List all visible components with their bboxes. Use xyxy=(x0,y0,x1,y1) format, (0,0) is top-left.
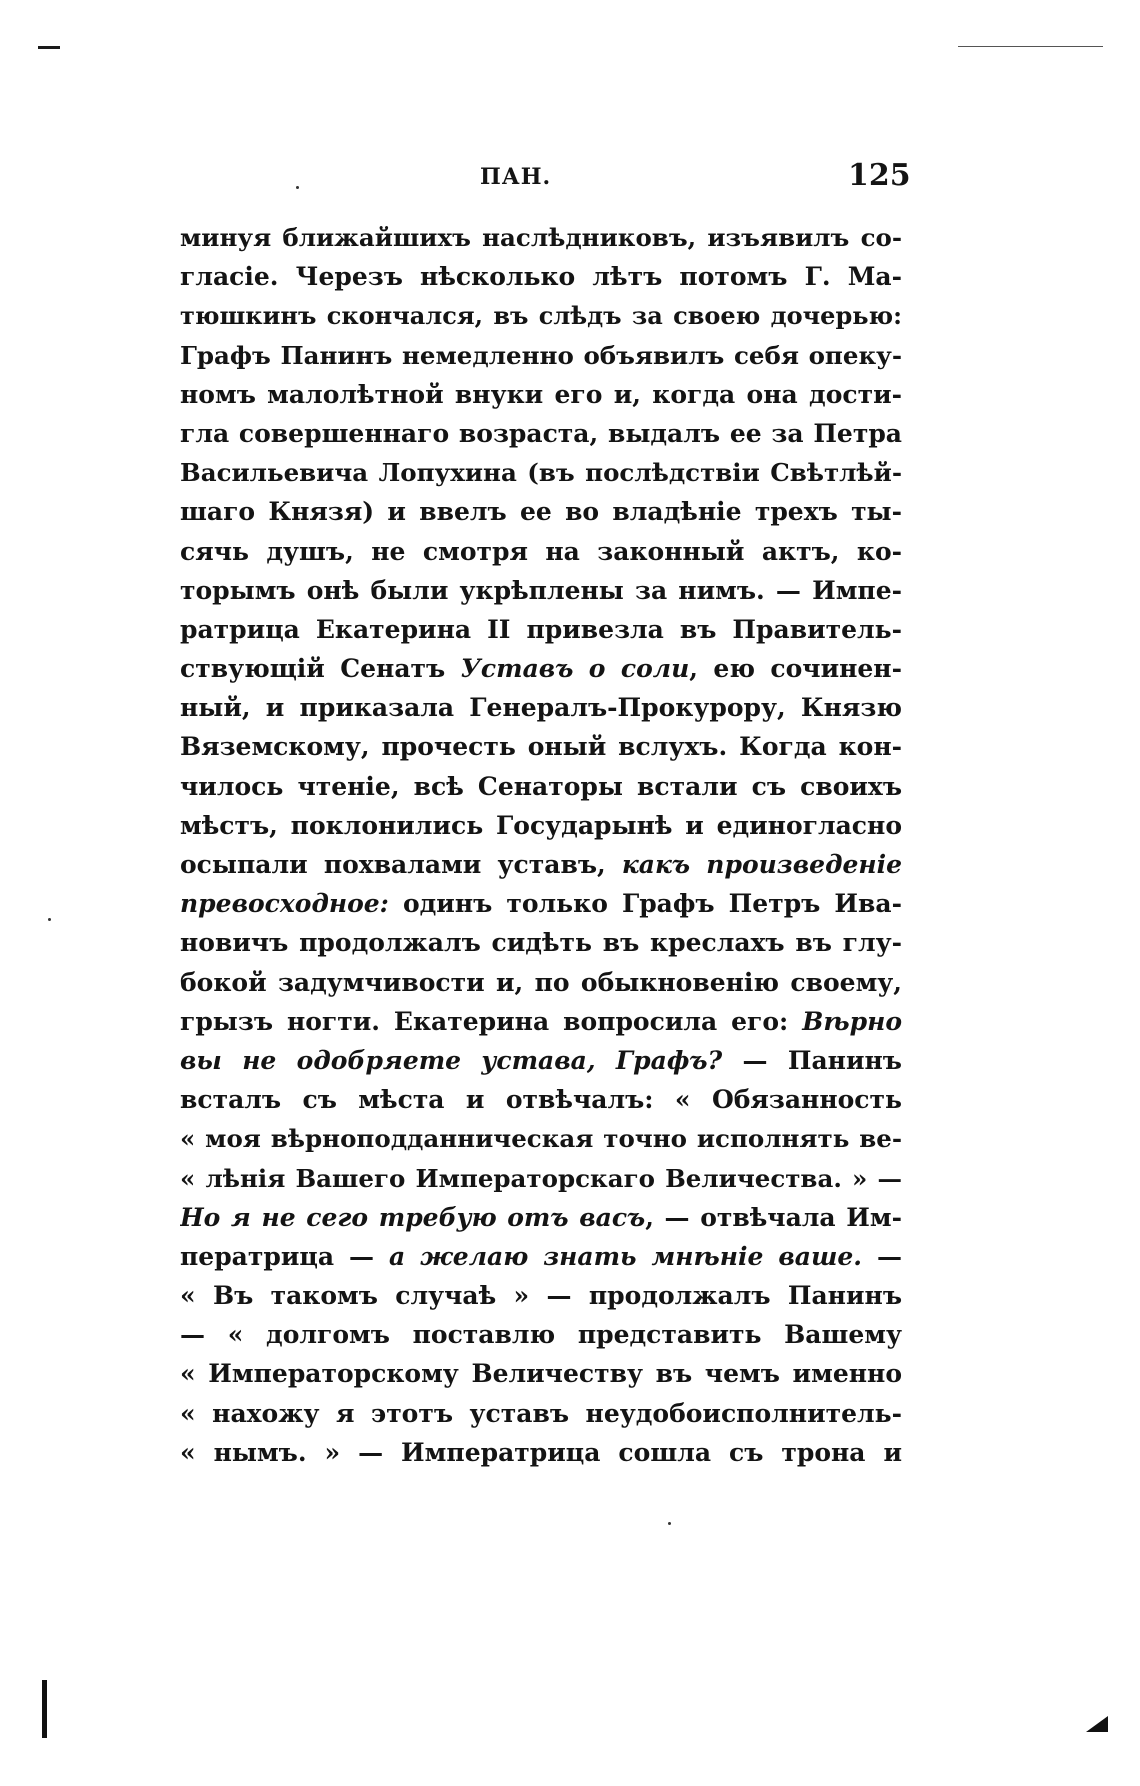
text-line xyxy=(180,257,902,296)
italic-text: какъ произведеніе xyxy=(621,850,902,879)
scan-rule-left xyxy=(38,46,60,49)
text-line xyxy=(180,963,902,1002)
text-line xyxy=(180,492,902,531)
text-run: минуя ближайшихъ наслѣдниковъ, изъявилъ со- xyxy=(180,223,902,252)
text-run: ствующій Сенатъ xyxy=(180,654,461,684)
scan-corner-mark xyxy=(1086,1716,1108,1732)
text-run: номъ малолѣтной внуки его и, когда она дости- xyxy=(180,379,902,409)
text-run: « моя вѣрноподданническая точно исполнять ве- xyxy=(180,1124,902,1154)
text-line xyxy=(180,414,902,453)
text-line xyxy=(180,453,902,492)
text-run: « Императорскому Величеству въ чемъ именно xyxy=(180,1359,902,1389)
text-run: новичъ продолжалъ сидѣть въ креслахъ въ глу- xyxy=(180,928,902,958)
text-run: гласіе. Черезъ нѣсколько лѣтъ потомъ Г. Ма- xyxy=(180,262,902,292)
scan-rule-right xyxy=(958,46,1103,47)
text-run: « Въ такомъ случаѣ » — продолжалъ Панинъ xyxy=(180,1281,902,1311)
text-line xyxy=(180,336,902,375)
text-run: , — отвѣчала Им- xyxy=(645,1202,902,1232)
text-line xyxy=(180,1198,902,1237)
italic-text: Уставъ о соли xyxy=(460,654,690,684)
scan-speck xyxy=(296,186,299,189)
text-line xyxy=(180,923,902,962)
text-run: ратрица Екатерина II привезла въ Правитель- xyxy=(180,614,902,644)
text-line xyxy=(180,806,902,845)
text-line xyxy=(180,845,902,884)
italic-text: а желаю знать мнѣніе ваше. xyxy=(389,1241,863,1271)
text-run: ператрица — xyxy=(180,1241,389,1271)
text-line xyxy=(180,767,902,806)
text-line xyxy=(180,1002,902,1041)
italic-text: вы не одобряете устава, Графъ? xyxy=(180,1045,723,1075)
italic-text: Вѣрно xyxy=(802,1006,902,1036)
text-run: одинъ только Графъ Петръ Ива- xyxy=(388,889,902,919)
text-line xyxy=(180,688,902,727)
text-line xyxy=(180,610,902,649)
text-run: шаго Князя) и ввелъ ее во владѣніе трехъ ты- xyxy=(180,497,902,527)
text-run: Васильевича Лопухина (въ послѣдствіи Свѣтлѣй- xyxy=(180,458,902,488)
text-line xyxy=(180,1237,902,1276)
body-text xyxy=(180,218,902,1472)
scan-edge-mark xyxy=(42,1680,47,1738)
text-run: « нымъ. » — Императрица сошла съ трона и xyxy=(180,1437,902,1467)
text-line xyxy=(180,571,902,610)
text-line xyxy=(180,296,902,335)
text-line xyxy=(180,1276,902,1315)
text-run: грызъ ногти. Екатерина вопросила его: xyxy=(180,1006,803,1036)
italic-text: превосходное: xyxy=(180,889,389,919)
text-run: — Панинъ xyxy=(722,1045,902,1075)
text-run: тюшкинъ скончался, въ слѣдъ за своею дочерью: xyxy=(180,301,902,331)
text-run: осыпали похвалами уставъ, xyxy=(180,850,622,879)
text-run: , ею сочинен- xyxy=(689,654,902,684)
text-line xyxy=(180,1433,902,1472)
text-line xyxy=(180,218,902,257)
text-line xyxy=(180,1119,902,1158)
text-run: чилось чтеніе, всѣ Сенаторы встали съ своихъ xyxy=(180,771,902,801)
text-line xyxy=(180,1041,902,1080)
text-run: сячь душъ, не смотря на законный актъ, ко- xyxy=(180,536,902,566)
italic-text: Но я не сего требую отъ васъ xyxy=(180,1202,646,1232)
text-run: « нахожу я этотъ уставъ неудобоисполнитель- xyxy=(180,1398,902,1428)
text-line xyxy=(180,532,902,571)
text-line xyxy=(180,375,902,414)
text-run: мѣстъ, поклонились Государынѣ и единогласно xyxy=(180,810,902,840)
text-run: всталъ съ мѣста и отвѣчалъ: « Обязанность xyxy=(180,1085,902,1115)
text-line xyxy=(180,649,902,688)
text-run: Вяземскому, прочесть оный вслухъ. Когда кон- xyxy=(180,732,902,762)
page-number: 125 xyxy=(848,158,911,193)
text-run: торымъ онѣ были укрѣплены за нимъ. — Импе- xyxy=(180,575,902,605)
scan-speck xyxy=(668,1522,671,1525)
text-run: гла совершеннаго возраста, выдалъ ее за Петра xyxy=(180,418,902,448)
text-line xyxy=(180,1394,902,1433)
text-run: « лѣнія Вашего Императорскаго Величества. » — xyxy=(180,1163,902,1193)
text-line xyxy=(180,1354,902,1393)
text-line xyxy=(180,884,902,923)
text-line xyxy=(180,1315,902,1354)
text-run: — xyxy=(862,1241,902,1271)
text-run: — « долгомъ поставлю представить Вашему xyxy=(180,1320,902,1350)
text-line xyxy=(180,1080,902,1119)
scan-speck xyxy=(48,918,51,921)
text-run: ный, и приказала Генералъ-Прокурору, Князю xyxy=(180,693,902,723)
text-run: Графъ Панинъ немедленно объявилъ себя опеку- xyxy=(180,340,902,370)
text-line xyxy=(180,1159,902,1198)
running-head: ПАН. xyxy=(480,164,552,190)
text-run: бокой задумчивости и, по обыкновенію своему, xyxy=(180,967,902,997)
text-line xyxy=(180,727,902,766)
